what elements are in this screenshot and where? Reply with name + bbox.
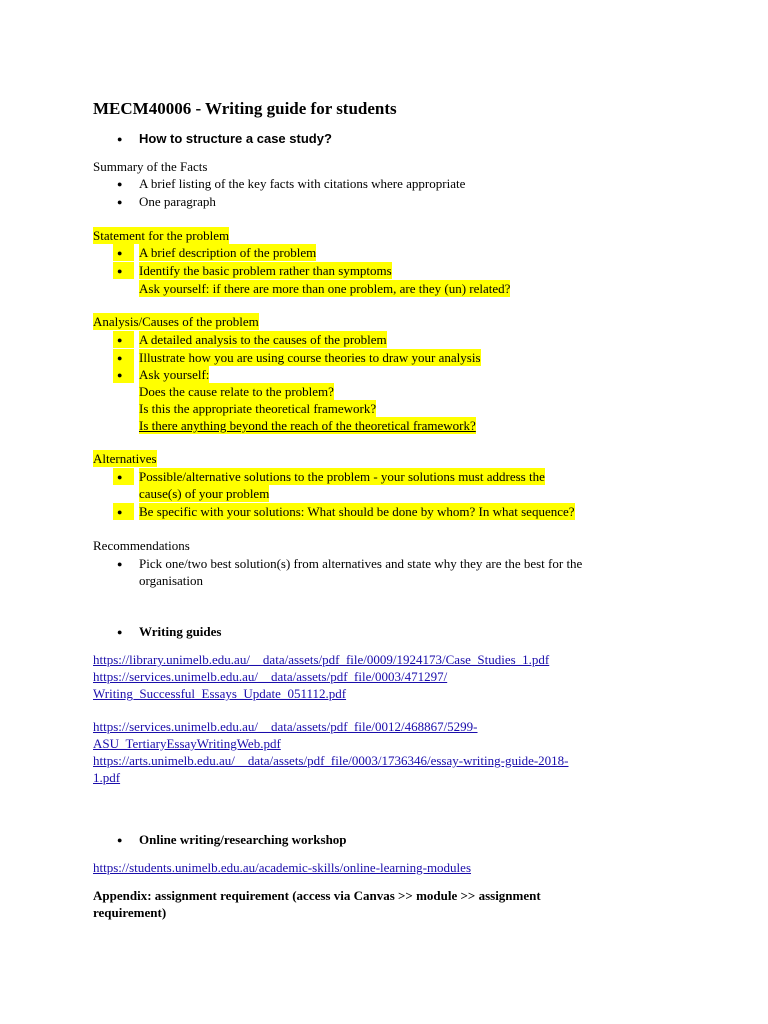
- recommendations-item: Pick one/two best solution(s) from alternatives and state why they are the best for the: [139, 556, 583, 571]
- guide-link-tertiary-essay[interactable]: https://services.unimelb.edu.au/__data/assets/pdf_file/0012/468867/5299-: [93, 719, 478, 734]
- analysis-item: Illustrate how you are using course theories to draw your analysis: [139, 350, 481, 365]
- analysis-item: Ask yourself:: [139, 367, 210, 382]
- bullet-icon: ●: [117, 559, 123, 569]
- bullet-icon: ●: [117, 179, 123, 189]
- statement-item: Identify the basic problem rather than symptoms: [139, 263, 392, 278]
- statement-label: Statement for the problem: [93, 228, 230, 243]
- bullet-icon: ●: [117, 353, 123, 363]
- bullet-icon: ●: [117, 472, 123, 482]
- statement-item: A brief description of the problem: [139, 245, 317, 260]
- guide-link-case-studies[interactable]: https://library.unimelb.edu.au/__data/assets/pdf_file/0009/1924173/Case_Studies_1.pdf: [93, 652, 550, 667]
- guide-link-successful-essays-continuation[interactable]: Writing_Successful_Essays_Update_051112.pdf: [93, 686, 347, 701]
- appendix-text: Appendix: assignment requirement (access via Canvas >> module >> assignment: [93, 888, 541, 903]
- bullet-icon: ●: [117, 134, 123, 144]
- alternatives-label: Alternatives: [93, 451, 157, 466]
- summary-label: Summary of the Facts: [93, 159, 208, 174]
- guide-link-successful-essays[interactable]: https://services.unimelb.edu.au/__data/assets/pdf_file/0003/471297/: [93, 669, 448, 684]
- bullet-icon: ●: [117, 627, 123, 637]
- appendix-text-continuation: requirement): [93, 905, 167, 920]
- workshop-heading: Online writing/researching workshop: [139, 832, 347, 847]
- workshop-link[interactable]: https://students.unimelb.edu.au/academic-skills/online-learning-modules: [93, 860, 472, 875]
- summary-item: A brief listing of the key facts with citations where appropriate: [139, 176, 466, 191]
- page-title: MECM40006 - Writing guide for students: [93, 99, 397, 118]
- alternatives-item: Possible/alternative solutions to the problem - your solutions must address the: [139, 469, 545, 484]
- statement-continuation: Ask yourself: if there are more than one problem, are they (un) related?: [139, 281, 511, 296]
- recommendations-item-continuation: organisation: [139, 573, 204, 588]
- analysis-question: Is this the appropriate theoretical framework?: [139, 401, 377, 416]
- analysis-question: Does the cause relate to the problem?: [139, 384, 334, 399]
- alternatives-item: Be specific with your solutions: What should be done by whom? In what sequence?: [139, 504, 575, 519]
- bullet-icon: ●: [117, 335, 123, 345]
- analysis-item: A detailed analysis to the causes of the problem: [139, 332, 387, 347]
- writing-guides-heading: Writing guides: [139, 624, 222, 639]
- guide-link-tertiary-essay-continuation[interactable]: ASU_TertiaryEssayWritingWeb.pdf: [93, 736, 281, 751]
- bullet-icon: ●: [117, 266, 123, 276]
- bullet-icon: ●: [117, 197, 123, 207]
- summary-item: One paragraph: [139, 194, 216, 209]
- case-study-heading: How to structure a case study?: [139, 131, 332, 146]
- guide-link-essay-writing-guide-continuation[interactable]: 1.pdf: [93, 770, 121, 785]
- recommendations-label: Recommendations: [93, 538, 190, 553]
- analysis-label: Analysis/Causes of the problem: [93, 314, 259, 329]
- alternatives-item-continuation: cause(s) of your problem: [139, 486, 270, 501]
- bullet-icon: ●: [117, 248, 123, 258]
- bullet-icon: ●: [117, 370, 123, 380]
- guide-link-essay-writing-guide[interactable]: https://arts.unimelb.edu.au/__data/assets/pdf_file/0003/1736346/essay-writing-guide-2018-: [93, 753, 569, 768]
- analysis-question: Is there anything beyond the reach of the theoretical framework?: [139, 418, 476, 433]
- bullet-icon: ●: [117, 835, 123, 845]
- bullet-icon: ●: [117, 507, 123, 517]
